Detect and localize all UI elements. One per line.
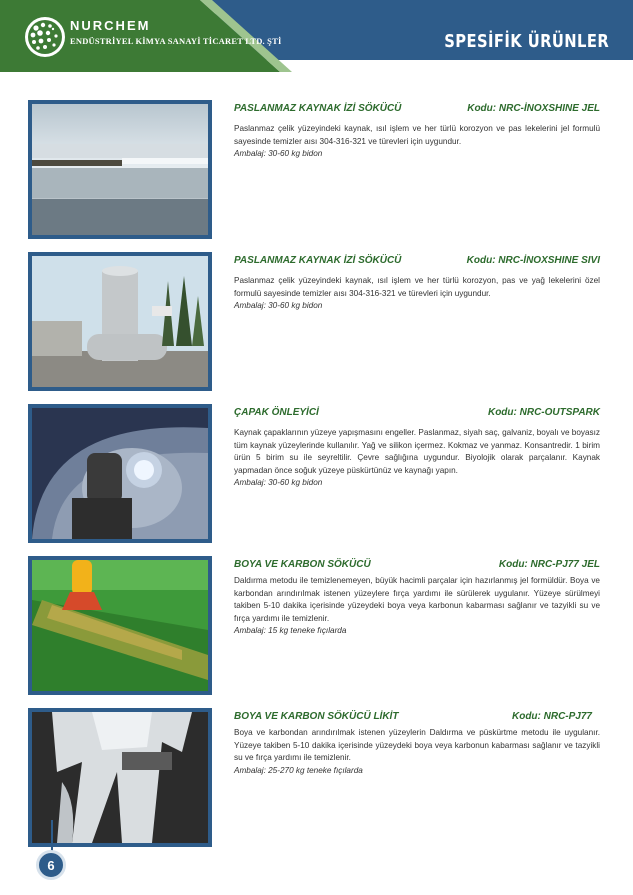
product-text [234,103,600,161]
product-photo [28,556,212,695]
product-text [234,711,600,777]
paint-stripping-image [32,560,208,691]
page-title: SPESİFİK ÜRÜNLER [444,31,609,52]
product-name: PASLANMAZ KAYNAK İZİ SÖKÜCÜ [234,103,402,114]
product-packaging: Ambalaj: 30-60 kg bidon [234,149,323,158]
product-description: Boya ve karbondan arındırılmak istenen yüzeylerin Daldırma ve püskürtme metodu ile uygulanır. Yüzeye takiben 5-10 dakika içerisinde yüzeydeki boya veya karbonun kabarması sağlanır ve tazyikli su ve fırça yardımı ile temizlenir. [234,728,600,762]
product-code: Kodu: NRC-PJ77 [511,711,592,722]
product-packaging: Ambalaj: 15 kg teneke fıçılarda [234,626,347,635]
page-number: 6 [47,858,55,873]
product-name: BOYA VE KARBON SÖKÜCÜ LİKİT [234,711,399,722]
company-name: NURCHEM [70,18,151,33]
page-number-badge [36,850,68,882]
page-header [0,0,633,72]
logo-mark-icon [22,14,68,60]
company-subtitle: ENDÜSTRİYEL KİMYA SANAYİ TİCARET LTD. ŞTİ [70,36,282,46]
product-description: Paslanmaz çelik yüzeyindeki kaynak, ısıl işlem ve her türlü korozyon, pas ve yağ lekelerini özel formulü sayesinde temizler aısı 304-316-321 ve türevleri için uygundur. [234,276,600,298]
product-code: Kodu: NRC-OUTSPARK [487,407,600,418]
product-name: BOYA VE KARBON SÖKÜCÜ [234,559,371,570]
product-description: Daldırma metodu ile temizlenemeyen, büyük hacimli parçalar için hazırlanmış jel formüldür. Boya ve karbondan arındırılmak istenen yüzeylere fırça yardımı ile sürülerek uygulanır. Yüzeye sürülmeyi takiben 5-10 dakika içerisinde yüzeydeki boya veya karbonun kabarması sağlanır ve tazyikli su ve fırça yardımı ile temizlenir. [234,576,600,623]
product-code: Kodu: NRC-İNOXSHINE JEL [467,103,600,114]
weld-seam-image [32,104,208,235]
product-packaging: Ambalaj: 30-60 kg bidon [234,301,323,310]
product-description: Kaynak çapaklarının yüzeye yapışmasını engeller. Paslanmaz, siyah saç, galvaniz, boyalı ve boyasız tüm kaynak yüzeylerinde kullanılır. Yağ ve silikon içermez. Kokmaz ve yanmaz. Konsantredir. 1 birim ürün 5 birim su ile seyreltilir. Çevre sağlığına uygundur. Biyolojik olarak parçalanır. Kaynak yapmadan önce soğuk yüzeye püskürtünüz ve kaynağı yapın. [234,428,600,475]
product-photo [28,404,212,543]
product-packaging: Ambalaj: 30-60 kg bidon [234,478,323,487]
company-logo [22,14,282,62]
product-packaging: Ambalaj: 25-270 kg teneke fıçılarda [234,765,363,775]
stripped-coating-image [32,712,208,843]
industrial-tanks-image [32,256,208,387]
product-code: Kodu: NRC-PJ77 JEL [498,559,600,570]
product-text [234,407,600,490]
page-number-connector [51,820,53,852]
product-photo [28,252,212,391]
product-photo [28,708,212,847]
product-text [234,255,600,313]
product-name: PASLANMAZ KAYNAK İZİ SÖKÜCÜ [234,255,402,266]
product-name: ÇAPAK ÖNLEYİCİ [234,407,319,418]
product-code: Kodu: NRC-İNOXSHINE SIVI [466,255,600,266]
product-photo [28,100,212,239]
product-text [234,559,600,638]
welder-image [32,408,208,539]
product-description: Paslanmaz çelik yüzeyindeki kaynak, ısıl işlem ve her türlü korozyon ve pas lekelerini jel formulü sayesinde temizler aısı 304-316-321 ve türevleri için uygundur. [234,124,600,146]
